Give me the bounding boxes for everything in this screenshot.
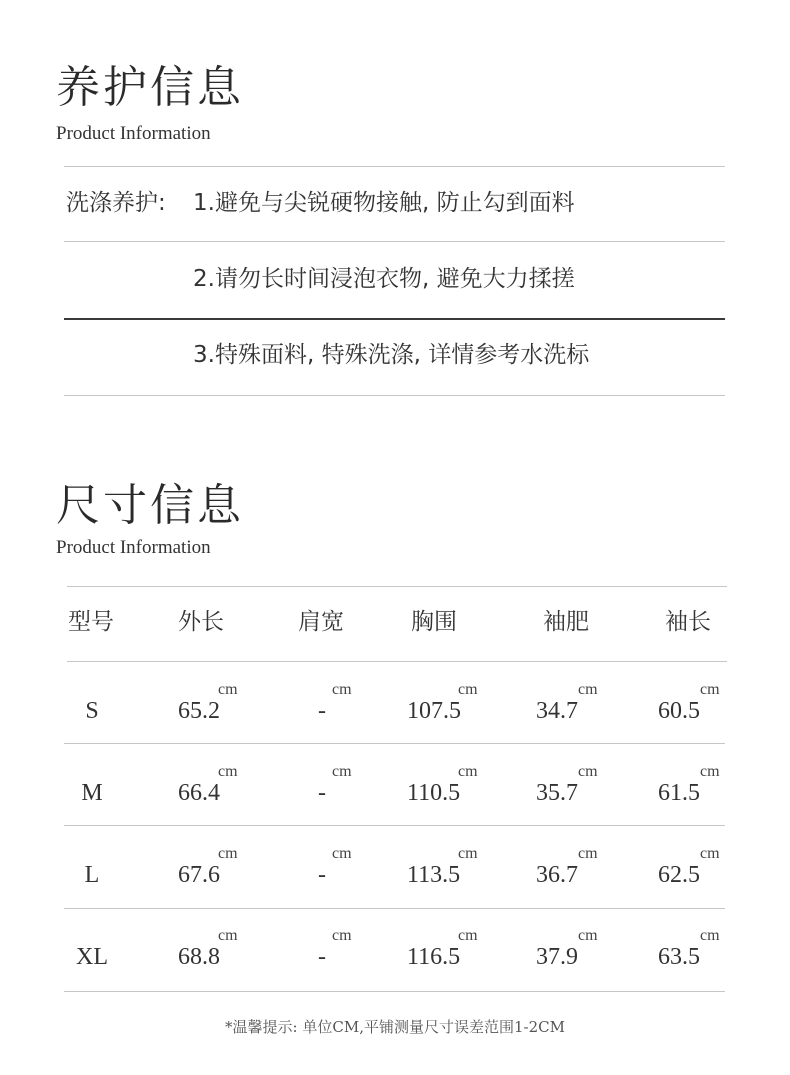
care-label: 洗涤养护: (66, 190, 166, 216)
divider (64, 395, 725, 396)
value-cell: 107.5 (407, 698, 461, 724)
column-header-sleeve-length: 袖长 (665, 609, 711, 635)
value-cell: 35.7 (536, 780, 578, 806)
care-item-2: 2.请勿长时间浸泡衣物, 避免大力揉搓 (193, 266, 575, 292)
table-rule (64, 825, 725, 826)
value-cell: 62.5 (658, 862, 700, 888)
column-header-length: 外长 (178, 609, 224, 635)
value-cell: 61.5 (658, 780, 700, 806)
divider (64, 166, 725, 167)
unit-label: cm (218, 681, 238, 698)
size-cell: L (84, 862, 100, 888)
unit-label: cm (458, 763, 478, 780)
value-cell: 36.7 (536, 862, 578, 888)
unit-label: cm (578, 681, 598, 698)
value-cell: - (318, 698, 326, 724)
unit-label: cm (578, 845, 598, 862)
table-top-rule (67, 586, 727, 587)
value-cell: 34.7 (536, 698, 578, 724)
unit-label: cm (332, 681, 352, 698)
divider (64, 318, 725, 320)
unit-label: cm (700, 763, 720, 780)
value-cell: 110.5 (407, 780, 461, 806)
size-section-subtitle: Product Information (56, 537, 211, 558)
unit-label: cm (458, 927, 478, 944)
value-cell: - (318, 944, 326, 970)
value-cell: 63.5 (658, 944, 700, 970)
value-cell: 68.8 (178, 944, 220, 970)
unit-label: cm (218, 927, 238, 944)
unit-label: cm (218, 845, 238, 862)
care-item-3: 3.特殊面料, 特殊洗涤, 详情参考水洗标 (193, 342, 590, 368)
unit-label: cm (458, 845, 478, 862)
table-rule (67, 661, 727, 662)
column-header-model: 型号 (68, 609, 114, 635)
unit-label: cm (700, 927, 720, 944)
unit-label: cm (332, 845, 352, 862)
measurement-note: *温馨提示: 单位CM,平铺测量尺寸误差范围1-2CM (225, 1018, 565, 1036)
table-rule (64, 908, 725, 909)
size-cell: M (81, 780, 103, 806)
column-header-shoulder: 肩宽 (298, 609, 344, 635)
size-cell: XL (76, 944, 108, 970)
table-rule (64, 743, 725, 744)
care-item-1: 1.避免与尖锐硬物接触, 防止勾到面料 (193, 190, 575, 216)
unit-label: cm (700, 845, 720, 862)
unit-label: cm (218, 763, 238, 780)
column-header-chest: 胸围 (411, 609, 457, 635)
value-cell: 37.9 (536, 944, 578, 970)
size-section-title: 尺寸信息 (56, 480, 244, 531)
value-cell: - (318, 862, 326, 888)
value-cell: 113.5 (407, 862, 461, 888)
value-cell: - (318, 780, 326, 806)
size-cell: S (85, 698, 99, 724)
care-section-title: 养护信息 (56, 62, 244, 113)
unit-label: cm (332, 927, 352, 944)
unit-label: cm (578, 927, 598, 944)
value-cell: 65.2 (178, 698, 220, 724)
value-cell: 60.5 (658, 698, 700, 724)
unit-label: cm (578, 763, 598, 780)
unit-label: cm (332, 763, 352, 780)
value-cell: 67.6 (178, 862, 220, 888)
column-header-sleeve-width: 袖肥 (543, 609, 589, 635)
divider (64, 241, 725, 242)
value-cell: 116.5 (407, 944, 461, 970)
unit-label: cm (700, 681, 720, 698)
value-cell: 66.4 (178, 780, 220, 806)
unit-label: cm (458, 681, 478, 698)
table-bottom-rule (64, 991, 725, 992)
care-section-subtitle: Product Information (56, 123, 211, 144)
